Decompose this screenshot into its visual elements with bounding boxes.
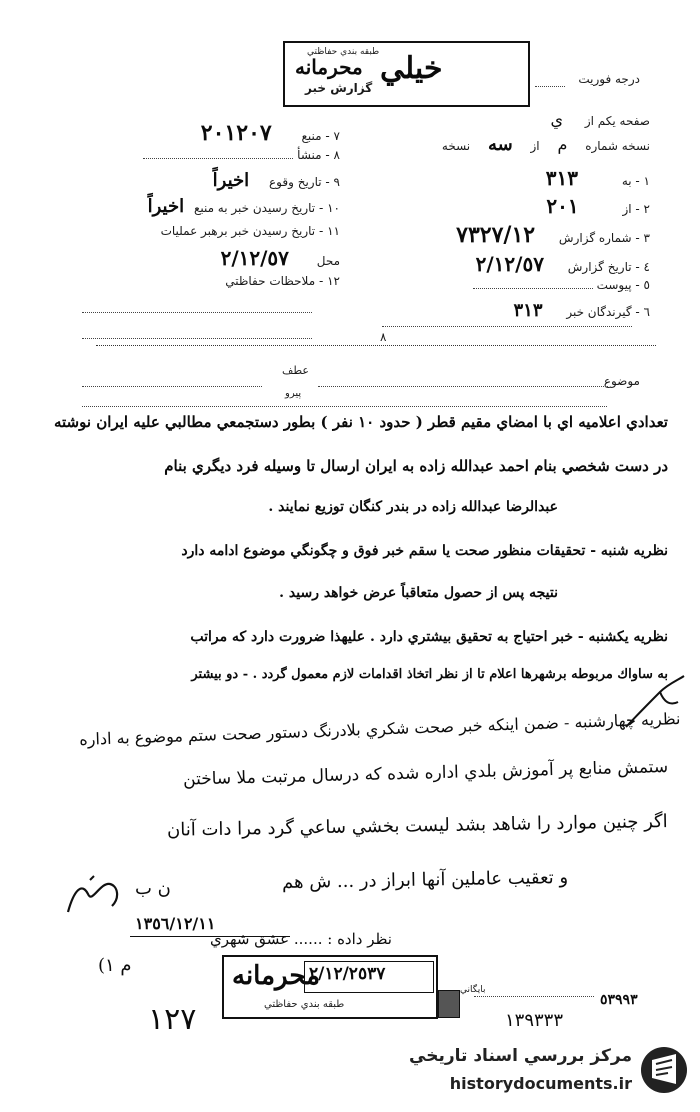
field-value [143, 158, 293, 159]
subject-line-left [82, 386, 262, 387]
body-line: و تعقيب عاملين آنها ابراز در ... ش هم [281, 867, 569, 893]
field-label: ١٠ - تاريخ رسيدن خبر به منبع [193, 201, 340, 215]
body-line: عبدالرضا عبدالله زاده در بندر كنگان توزيع نمايند . [268, 499, 558, 515]
left-margin-note: م ١) [98, 955, 132, 976]
field-page-of [532, 110, 650, 129]
classification-stamp [283, 41, 530, 107]
archive-logo-icon [638, 1044, 690, 1096]
field-report-date [456, 252, 650, 276]
field-value: ٧٣٢٧/١٢ [456, 222, 536, 248]
body-line: نظريه شنبه - تحقيقات منظور صحت يا سقم خبر فوق و چگونگي موضوع ادامه دارد [181, 543, 668, 559]
classification-stamp-inner: محرمانه [295, 55, 363, 79]
left-fields [60, 112, 340, 312]
right-fields [350, 110, 650, 320]
field-label: ٢ - از [622, 202, 650, 216]
field-recipients [493, 300, 650, 321]
body-line: نظريه چهارشنبه - ضمن اينكه خبر صحت شكري بلادرنگ دستور صحت ستم موضوع به اداره [78, 709, 681, 749]
field-label: ٣ - شماره گزارش [558, 231, 650, 245]
footer-small-label: بايگاني [460, 985, 486, 995]
field-from [506, 194, 650, 218]
priority-underline [535, 86, 565, 87]
field-value: ٢٠١ [546, 194, 579, 218]
watermark-org-name: مركز بررسي اسناد تاريخي [409, 1046, 632, 1066]
field-occurrence-date [197, 170, 340, 191]
field-source [175, 120, 340, 146]
form-title: گزارش خبر [305, 81, 373, 95]
signature-mark [60, 872, 130, 922]
field-value: ي [550, 110, 564, 129]
field-value [473, 288, 593, 289]
field-source-received [142, 196, 340, 217]
header-divider [96, 345, 656, 346]
footer-small-box [438, 990, 460, 1018]
field-label: ٩ - تاريخ وقوع [269, 175, 340, 189]
field-suffix2: نسخه [441, 139, 471, 153]
footer-stamp-text: محرمانه [232, 961, 321, 991]
field-label: ١١ - تاريخ رسيدن خبر برهبر عمليات [160, 224, 340, 238]
atf-label: عطف [282, 364, 309, 377]
field-value: اخيراً [147, 196, 185, 217]
footer-stamp-date: ٢/١٢/٢٥٣٧ [309, 964, 386, 984]
field-label: ٧ - منبع [301, 129, 340, 143]
classification-label: طبقه بندي حفاظتي [307, 47, 380, 57]
footer-stamp-date-box [304, 961, 434, 993]
field-label: محل [316, 254, 340, 268]
notes-line-1 [82, 312, 312, 313]
field-value: م [557, 135, 568, 154]
field-label: ٥ - پيوست [596, 278, 650, 292]
field-value: ٢/١٢/٥٧ [220, 246, 289, 270]
field-label: ١ - به [621, 174, 650, 188]
footer-small-number: ٥٣٩٩٣ [600, 992, 638, 1008]
body-line: ستمش منابع پر آموزش بلدي اداره شده كه درسال مرتبت ملا ساختن [182, 757, 669, 790]
priority-label: درجه فوريت [578, 72, 640, 86]
field-value: ٢٠١٢٠٧ [200, 120, 272, 146]
classification-stamp-word: خيلي [380, 51, 443, 86]
field-security-notes [225, 274, 340, 288]
notes-line-2 [82, 338, 312, 339]
field-origin [143, 148, 340, 162]
field-label: ٤ - تاريخ گزارش [567, 260, 650, 274]
watermark-url: historydocuments.ir [449, 1074, 632, 1093]
field-label: نسخه شماره [585, 139, 650, 153]
field-copy-number [442, 134, 650, 155]
subject-line-right [318, 386, 608, 387]
watermark [410, 1040, 690, 1104]
margin-flourish [620, 672, 690, 732]
field-label: ١٢ - ملاحظات حفاظتي [225, 274, 340, 288]
body-line: اگر چنين موارد را شاهد بشد ليست بخشي ساعي گرد مرا دات آنان [167, 811, 669, 841]
field-label: ٨ - منشأ [297, 148, 340, 162]
field-total: سه [487, 134, 513, 155]
footer-stamp [222, 955, 438, 1019]
registration-number: ١٣٩٣٣٣ [505, 1010, 564, 1031]
field-value: اخيراً [212, 170, 250, 191]
field-report-number [436, 222, 650, 248]
signature-date: ١٣٥٦/١٢/١١ [135, 914, 216, 933]
signature-footer-note: نظر داده : ...... عشق شهري [210, 930, 392, 948]
field-label: ٦ - گيرندگان خبر [566, 305, 650, 319]
field-value: ٣١٣ [545, 166, 578, 190]
right-line-1 [382, 326, 632, 327]
field-location [197, 246, 340, 270]
body-line: به ساواك مربوطه برشهرها اعلام تا از نظر اتخاذ اقدامات لازم معمول گردد . - دو بيشتر [191, 667, 668, 682]
body-line: در دست شخصي بنام احمد عبدالله زاده به ايران ارسال تا وسيله فرد ديگري بنام [164, 457, 668, 475]
body-line: نتيجه پس از حصول متعاقباً عرض خواهد رسيد . [279, 585, 558, 601]
field-label: صفحه يكم از [584, 114, 650, 128]
field-suffix: از [530, 139, 540, 153]
bottom-number: ١٢٧ [148, 1002, 197, 1037]
field-value: ٢/١٢/٥٧ [475, 252, 544, 276]
field-leader-received [161, 224, 340, 238]
body-line: تعدادي اعلاميه اي با امضاي مقيم قطر ( حدود ١٠ نفر ) بطور دستجمعي مطالبي عليه ايران نوشته [53, 413, 668, 431]
field-value: ٣١٣ [513, 300, 543, 321]
footer-line [474, 996, 594, 997]
peyro-label: پيرو [285, 388, 302, 399]
field-to [506, 166, 650, 190]
page-marker: ٨ [380, 330, 387, 344]
body-line: نظريه يكشنبه - خبر احتياج به تحقيق بيشتري دارد . عليهذا ضرورت دارد كه مراتب [190, 629, 668, 645]
field-attachment [473, 278, 650, 292]
subject-label: موضوع [603, 374, 640, 388]
footer-stamp-label: طبقه بندي حفاظتي [264, 999, 345, 1010]
signature-initials: ن ب [135, 878, 171, 899]
